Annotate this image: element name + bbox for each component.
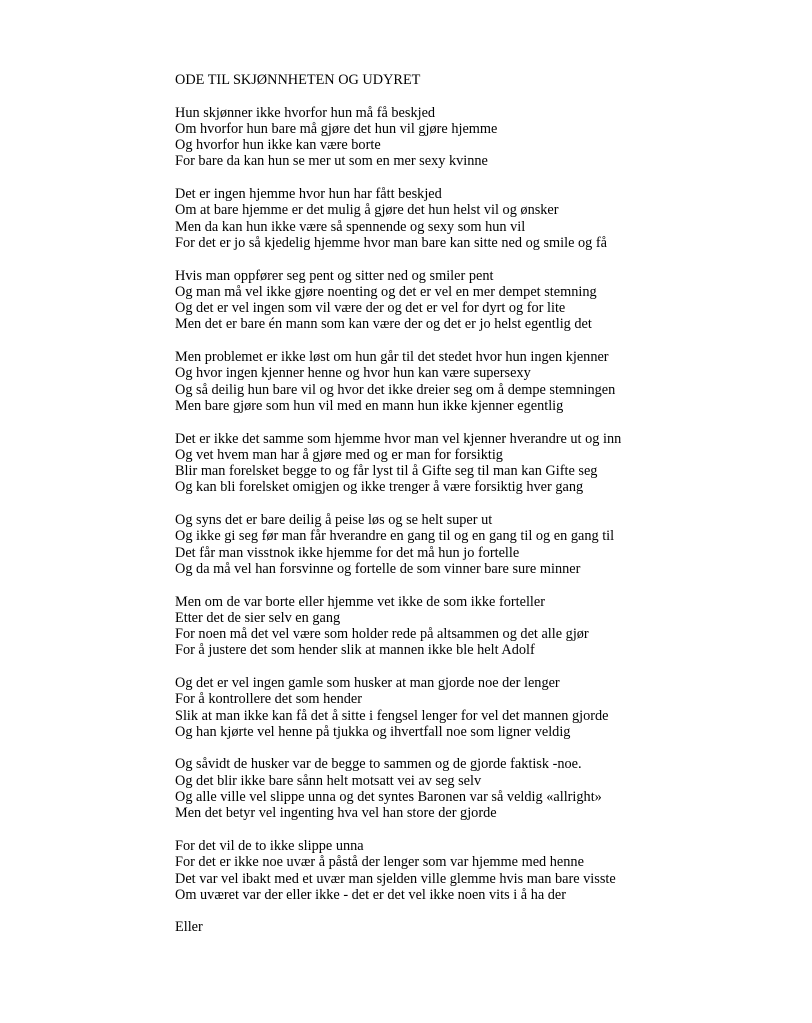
poem-line: Og han kjørte vel henne på tjukka og ihvertfall noe som ligner veldig <box>175 723 571 740</box>
poem-line: Om at bare hjemme er det mulig å gjøre det hun helst vil og ønsker <box>175 202 559 219</box>
stanza <box>175 838 795 903</box>
poem-line: Og hvor ingen kjenner henne og hvor hun kan være supersexy <box>175 365 531 382</box>
poem-line: Og det er vel ingen som vil være der og det er vel for dyrt og for lite <box>175 300 566 317</box>
poem-line: For bare da kan hun se mer ut som en mer sexy kvinne <box>175 153 488 170</box>
poem-line: Men da kan hun ikke være så spennende og sexy som hun vil <box>175 218 526 235</box>
poem-line: Og så deilig hun bare vil og hvor det ikke dreier seg om å dempe stemningen <box>175 381 616 398</box>
poem-line: Og syns det er bare deilig å peise løs og se helt super ut <box>175 512 493 529</box>
poem-line: Og da må vel han forsvinne og fortelle de som vinner bare sure minner <box>175 560 581 577</box>
poem-line: Og vet hvem man har å gjøre med og er man for forsiktig <box>175 446 503 463</box>
poem-line: Men det er bare én mann som kan være der og det er jo helst egentlig det <box>175 316 592 333</box>
poem-line: Blir man forelsket begge to og får lyst til å Gifte seg til man kan Gifte seg <box>175 463 598 480</box>
poem-line: Det er ikke det samme som hjemme hvor man vel kjenner hverandre ut og inn <box>175 430 622 447</box>
poem-line: For noen må det vel være som holder rede på altsammen og det alle gjør <box>175 626 589 643</box>
poem-line: Om hvorfor hun bare må gjøre det hun vil gjøre hjemme <box>175 120 498 137</box>
poem-line: Om uværet var der eller ikke - det er det vel ikke noen vits i å ha der <box>175 886 567 903</box>
stanza <box>175 512 795 577</box>
poem-line: Det får man visstnok ikke hjemme for det må hun jo fortelle <box>175 544 520 561</box>
poem-line: For det vil de to ikke slippe unna <box>175 837 364 854</box>
poem-line: For det er ikke noe uvær å påstå der lenger som var hjemme med henne <box>175 854 584 871</box>
document-page <box>175 72 795 952</box>
poem-line: For det er jo så kjedelig hjemme hvor man bare kan sitte ned og smile og få <box>175 234 607 251</box>
poem-line: Og hvorfor hun ikke kan være borte <box>175 137 381 154</box>
poem-line: Men bare gjøre som hun vil med en mann hun ikke kjenner egentlig <box>175 397 564 414</box>
poem-line: Og det blir ikke bare sånn helt motsatt vei av seg selv <box>175 772 482 789</box>
poem-line: Og ikke gi seg før man får hverandre en gang til og en gang til og en gang til <box>175 528 615 545</box>
poem-line: Hvis man oppfører seg pent og sitter ned og smiler pent <box>175 267 494 284</box>
stanza <box>175 105 795 170</box>
stanza <box>175 756 795 821</box>
poem-line: Og alle ville vel slippe unna og det syntes Baronen var så veldig «allright» <box>175 789 602 806</box>
poem-line: Hun skjønner ikke hvorfor hun må få beskjed <box>175 104 436 121</box>
stanza <box>175 675 795 740</box>
poem-body <box>175 105 795 936</box>
poem-line: Men det betyr vel ingenting hva vel han store der gjorde <box>175 805 497 822</box>
poem-line: Og såvidt de husker var de begge to sammen og de gjorde faktisk -noe. <box>175 756 582 773</box>
stanza <box>175 431 795 496</box>
poem-line: For å justere det som hender slik at mannen ikke ble helt Adolf <box>175 642 535 659</box>
poem-line: Og kan bli forelsket omigjen og ikke trenger å være forsiktig hver gang <box>175 479 584 496</box>
stanza <box>175 594 795 659</box>
stanza <box>175 349 795 414</box>
poem-line: Eller <box>175 919 203 936</box>
poem-line: Slik at man ikke kan få det å sitte i fengsel lenger for vel det mannen gjorde <box>175 707 609 724</box>
poem-line: Det er ingen hjemme hvor hun har fått beskjed <box>175 186 442 203</box>
poem-line: Og man må vel ikke gjøre noenting og det er vel en mer dempet stemning <box>175 283 597 300</box>
stanza <box>175 268 795 333</box>
poem-line: Men om de var borte eller hjemme vet ikke de som ikke forteller <box>175 593 546 610</box>
poem-line: Men problemet er ikke løst om hun går til det stedet hvor hun ingen kjenner <box>175 349 609 366</box>
poem-line: Og det er vel ingen gamle som husker at man gjorde noe der lenger <box>175 674 560 691</box>
poem-title: ODE TIL SKJØNNHETEN OG UDYRET <box>175 72 421 88</box>
stanza <box>175 919 795 935</box>
poem-line: Etter det de sier selv en gang <box>175 609 341 626</box>
stanza <box>175 186 795 251</box>
poem-line: For å kontrollere det som hender <box>175 691 362 708</box>
poem-line: Det var vel ibakt med et uvær man sjelden ville glemme hvis man bare visste <box>175 870 616 887</box>
